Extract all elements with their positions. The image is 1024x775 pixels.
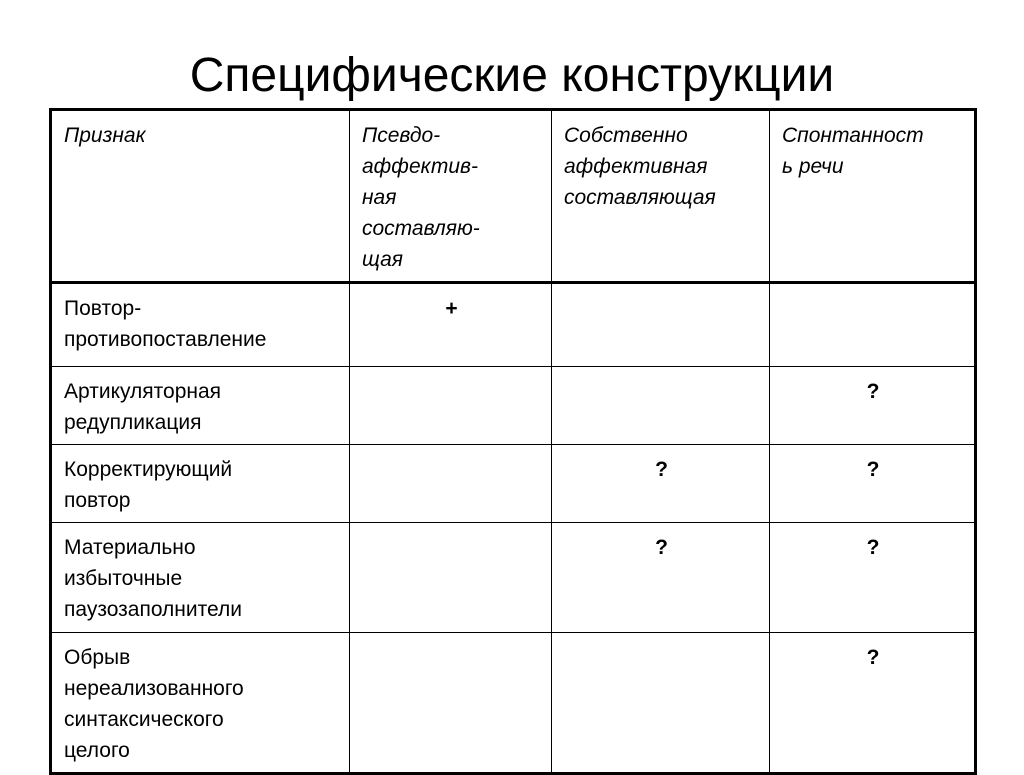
- features-table: [49, 108, 977, 775]
- spontaneity-cell: ?: [770, 523, 976, 633]
- affective-cell: ?: [552, 445, 770, 523]
- affective-cell: ?: [552, 523, 770, 633]
- spontaneity-cell: ?: [770, 367, 976, 445]
- table-row: [51, 633, 976, 774]
- table-row: [51, 283, 976, 367]
- header-cell-feature: Признак: [51, 110, 350, 283]
- row-label-cell: Материально избыточные паузозаполнители: [51, 523, 350, 633]
- row-label-cell: Корректирующий повтор: [51, 445, 350, 523]
- spontaneity-cell: ?: [770, 633, 976, 774]
- spontaneity-cell: ?: [770, 445, 976, 523]
- affective-cell: [552, 283, 770, 367]
- table-row: [51, 523, 976, 633]
- header-cell-spontaneity: Спонтанност ь речи: [770, 110, 976, 283]
- table-header-row: [51, 110, 976, 283]
- pseudo-affective-cell: [350, 633, 552, 774]
- table-row: [51, 445, 976, 523]
- slide-title: Специфические конструкции: [189, 49, 835, 102]
- header-cell-pseudo-affective: Псевдо- аффектив- ная составляю- щая: [350, 110, 552, 283]
- row-label-cell: Артикуляторная редупликация: [51, 367, 350, 445]
- pseudo-affective-cell: [350, 523, 552, 633]
- header-cell-affective: Собственно аффективная составляющая: [552, 110, 770, 283]
- affective-cell: [552, 367, 770, 445]
- pseudo-affective-cell: +: [350, 283, 552, 367]
- row-label-cell: Обрыв нереализованного синтаксического целого: [51, 633, 350, 774]
- table-row: [51, 367, 976, 445]
- row-label-cell: Повтор- противопоставление: [51, 283, 350, 367]
- pseudo-affective-cell: [350, 367, 552, 445]
- affective-cell: [552, 633, 770, 774]
- pseudo-affective-cell: [350, 445, 552, 523]
- spontaneity-cell: [770, 283, 976, 367]
